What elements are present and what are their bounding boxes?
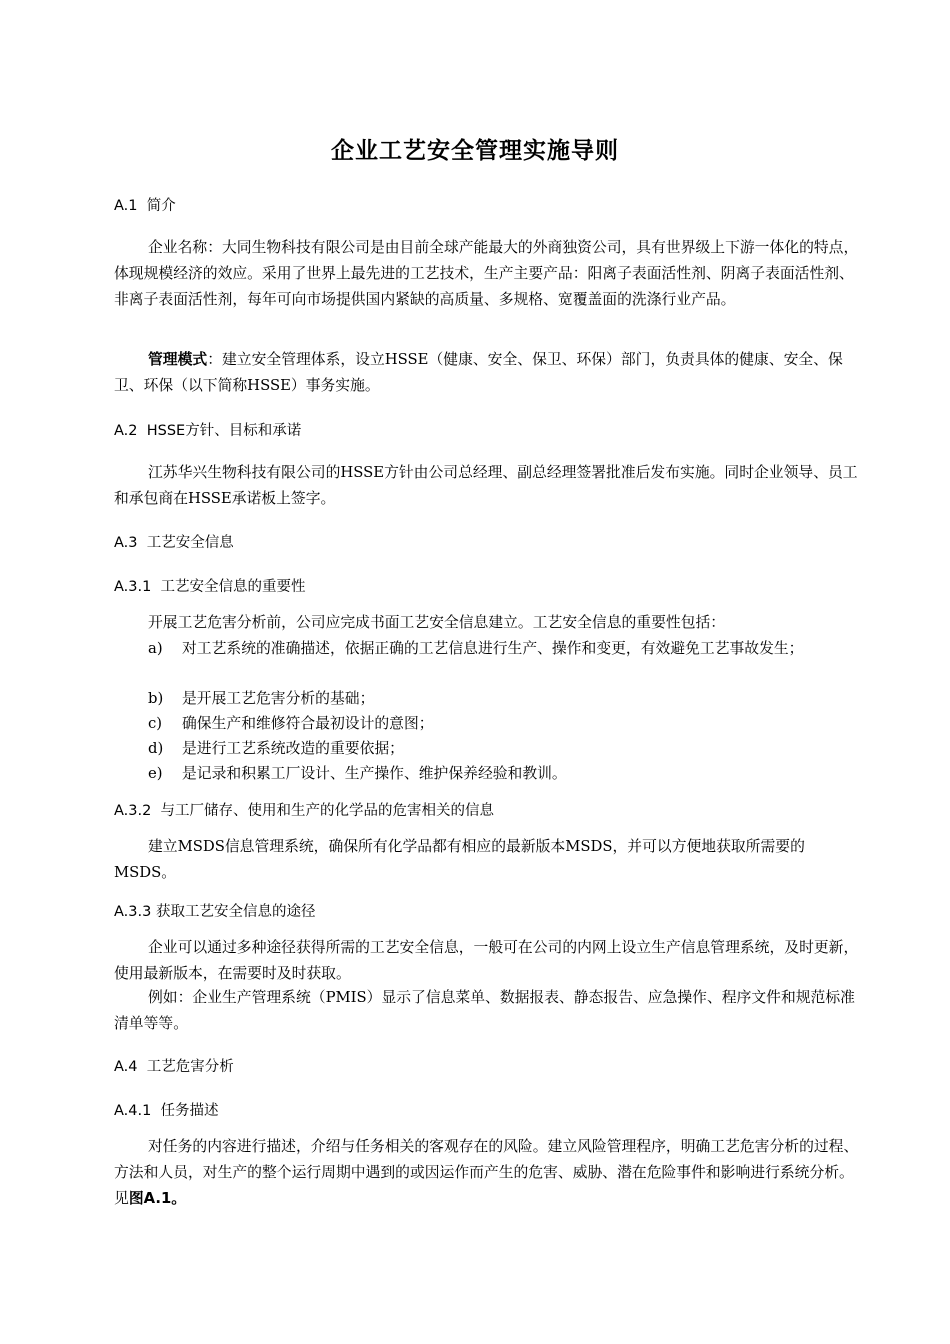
- section-a1-paragraph-management: [114, 347, 864, 399]
- section-a3-2-heading: A.3.2 与工厂储存、使用和生产的化学品的危害相关的信息: [114, 803, 495, 819]
- section-a1-heading: A.1 简介: [114, 198, 176, 214]
- list-item: c) 确保生产和维修符合最初设计的意图；: [148, 715, 434, 732]
- section-a3-1-intro: 开展工艺危害分析前，公司应完成书面工艺安全信息建立。工艺安全信息的重要性包括：: [148, 614, 726, 631]
- list-item: e) 是记录和积累工厂设计、生产操作、维护保养经验和教训。: [148, 765, 567, 782]
- section-a4-heading: A.4 工艺危害分析: [114, 1059, 234, 1075]
- section-a4-1-paragraph: 对任务的内容进行描述，介绍与任务相关的客观存在的风险。建立风险管理程序，明确工艺危害分析的过程、方法和人员，对生产的整个运行周期中遇到的或因运作而产生的危害、威胁、潜在危险事件和影响进行系统分析。见图A.1。: [114, 1138, 859, 1207]
- section-a2-paragraph: 江苏华兴生物科技有限公司的HSSE方针由公司总经理、副总经理签署批准后发布实施。同时企业领导、员工和承包商在HSSE承诺板上签字。: [114, 464, 858, 507]
- section-a3-3-paragraph-2: 例如：企业生产管理系统（PMIS）显示了信息菜单、数据报表、静态报告、应急操作、程序文件和规范标准清单等等。: [114, 989, 855, 1032]
- section-a3-heading: A.3 工艺安全信息: [114, 535, 234, 551]
- list-item: b) 是开展工艺危害分析的基础；: [148, 690, 375, 707]
- section-a4-1-heading: A.4.1 任务描述: [114, 1103, 219, 1119]
- document-title: 企业工艺安全管理实施导则: [331, 138, 619, 164]
- section-a3-2-paragraph: 建立MSDS信息管理系统，确保所有化学品都有相应的最新版本MSDS，并可以方便地获取所需要的MSDS。: [114, 838, 805, 881]
- section-a2-heading: A.2 HSSE方针、目标和承诺: [114, 423, 302, 439]
- list-item: d) 是进行工艺系统改造的重要依据；: [148, 740, 404, 757]
- management-mode-text: ：建立安全管理体系，设立HSSE（健康、安全、保卫、环保）部门，负责具体的健康、安全、保卫、环保（以下简称HSSE）事务实施。: [114, 351, 843, 394]
- management-mode-label: 管理模式: [148, 351, 208, 368]
- section-a1-paragraph-company: 企业名称：大同生物科技有限公司是由目前全球产能最大的外商独资公司，具有世界级上下游一体化的特点，体现规模经济的效应。采用了世界上最先进的工艺技术，生产主要产品：阳离子表面活性剂、阴离子表面活性剂、非离子表面活性剂，每年可向市场提供国内紧缺的高质量、多规格、宽覆盖面的洗涤行业产品。: [114, 239, 859, 308]
- figure-reference: 图A.1。: [128, 1190, 187, 1207]
- section-a3-1-heading: A.3.1 工艺安全信息的重要性: [114, 579, 306, 595]
- list-item: a) 对工艺系统的准确描述，依据正确的工艺信息进行生产、操作和变更，有效避免工艺事故发生；: [148, 640, 804, 657]
- section-a3-3-paragraph-1: 企业可以通过多种途径获得所需的工艺安全信息，一般可在公司的内网上设立生产信息管理系统，及时更新，使用最新版本，在需要时及时获取。: [114, 939, 859, 982]
- section-a3-3-heading: A.3.3 获取工艺安全信息的途径: [114, 904, 316, 920]
